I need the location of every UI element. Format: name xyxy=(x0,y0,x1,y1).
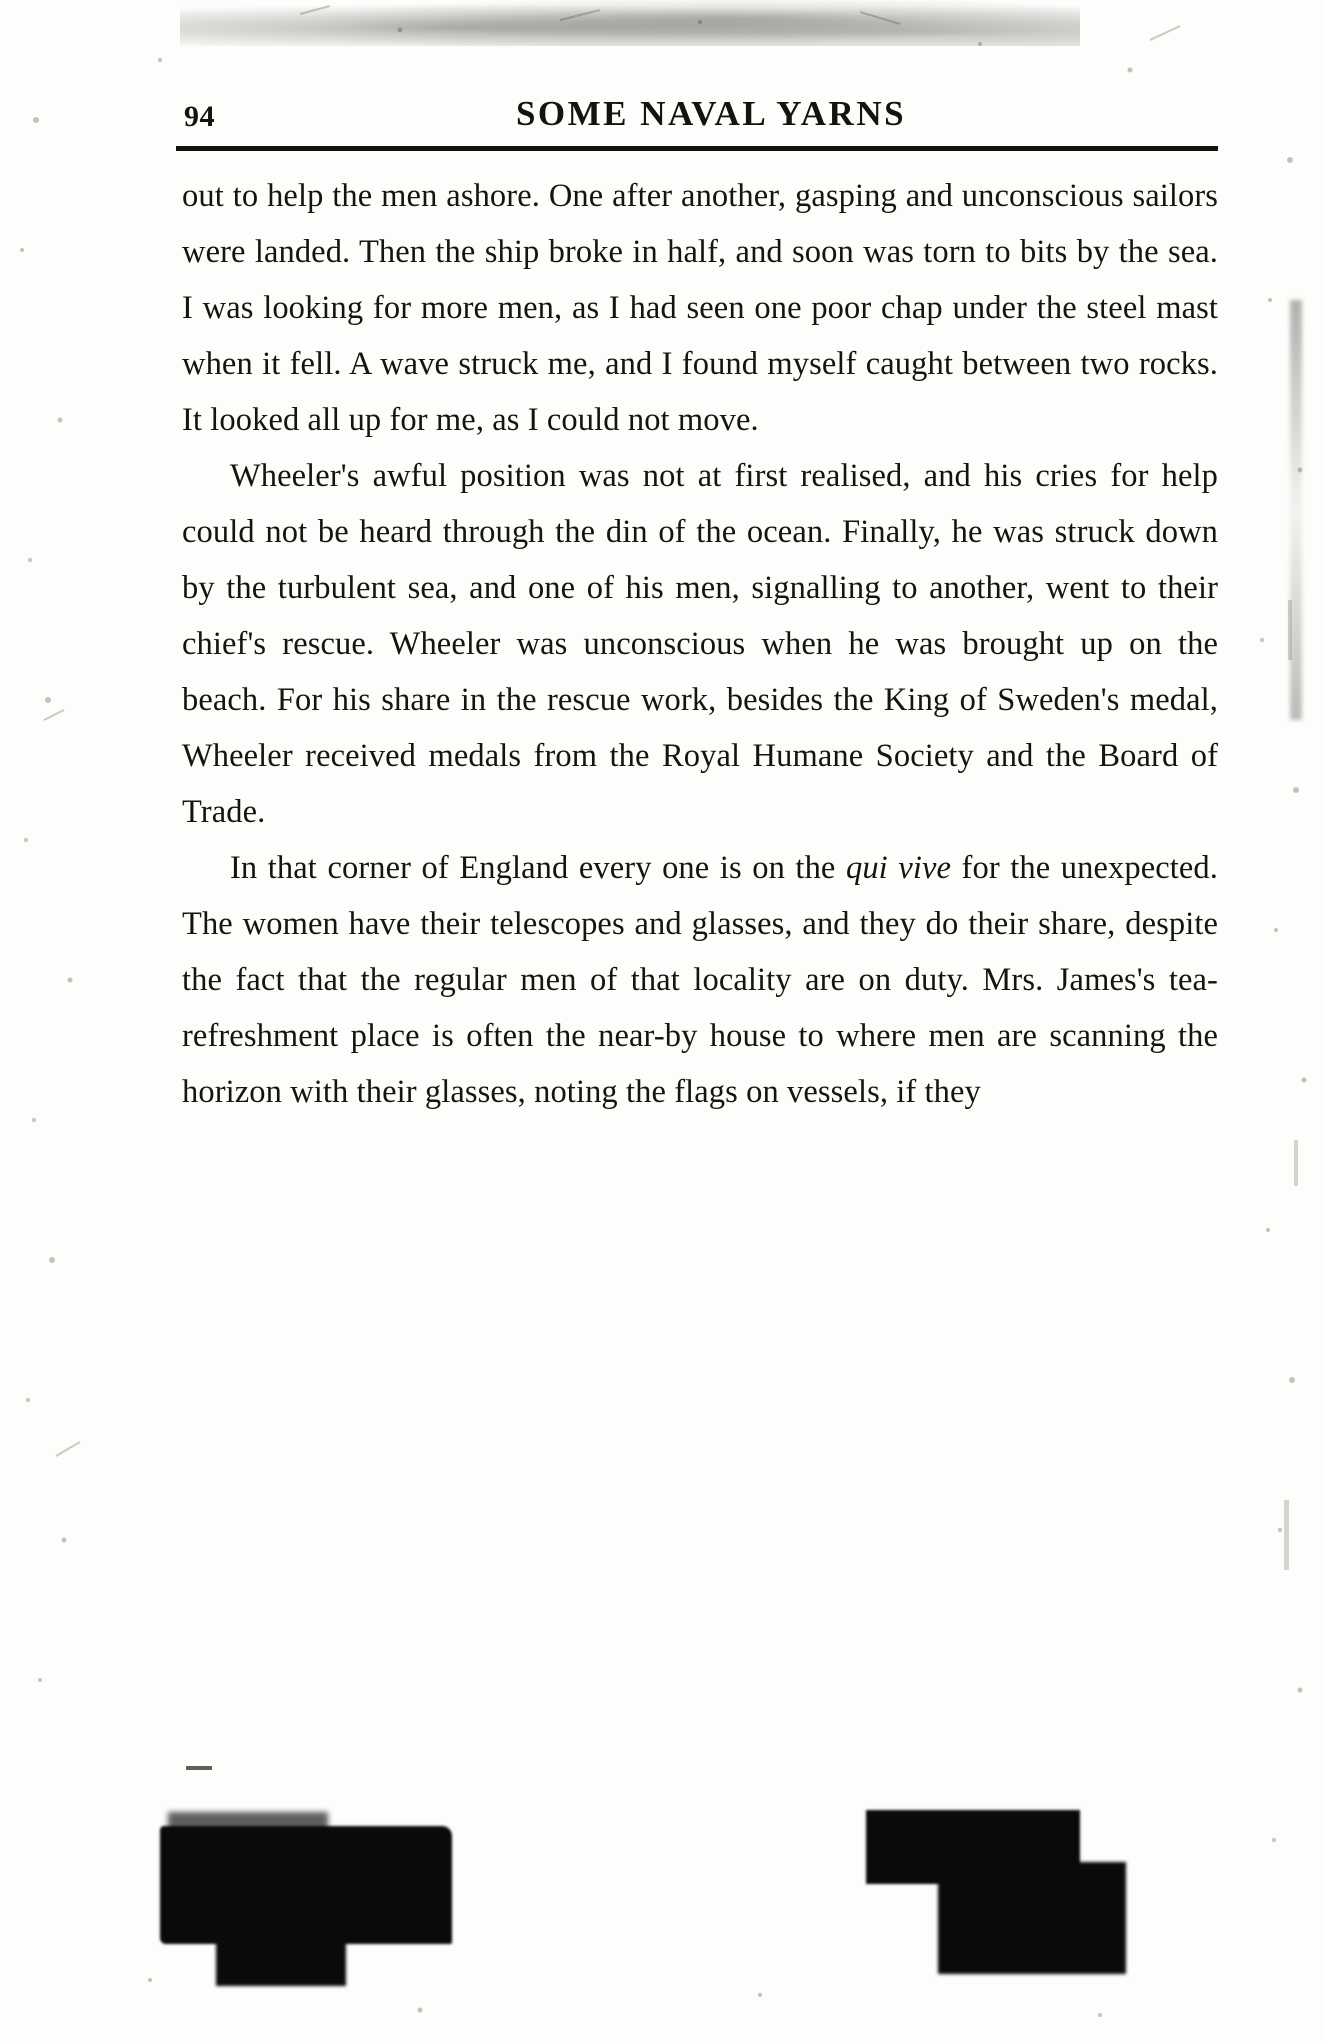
page-header xyxy=(182,92,1222,156)
paragraph: out to help the men ashore. One after another, gasping and unconscious sailors were landed. Then the ship broke in half, and soon was torn to bits by the sea. I was looking for more men, as I had seen one poor chap under the steel mast when it fell. A wave struck me, and I found myself caught between two rocks. It looked all up for me, as I could not move. xyxy=(182,178,1218,438)
header-rule xyxy=(176,146,1218,151)
scan-edge-streak-right xyxy=(1290,300,1302,720)
scan-artifact-left xyxy=(160,1826,452,1944)
paragraph-text-after-italic: for the unexpected. The women have their telescopes and glasses, and they do their share, despite the fact that the regular men of that locality are on duty. Mrs. James's tea-refreshment place is often the near-by house to where men are scanning the horizon with their glasses, noting the flags on vessels, if they xyxy=(182,850,1218,1110)
running-head-title: SOME NAVAL YARNS xyxy=(515,94,907,133)
body-text-column xyxy=(182,168,1218,1120)
italic-phrase: qui vive xyxy=(845,850,952,886)
scan-artifact-left-tail xyxy=(216,1908,346,1986)
scan-artifact-right xyxy=(866,1810,1080,1884)
page-number: 94 xyxy=(184,100,215,133)
paragraph: Wheeler's awful position was not at first realised, and his cries for help could not be heard through the din of the ocean. Finally, he was struck down by the turbulent sea, and one of his men, signalling to another, went to their chief's rescue. Wheeler was unconscious when he was brought up on the beach. For his share in the rescue work, besides the King of Sweden's medal, Wheeler received medals from the Royal Humane Society and the Board of Trade. xyxy=(182,458,1218,830)
page-content xyxy=(182,92,1222,1120)
scan-corner-mark xyxy=(186,1766,212,1770)
paragraph xyxy=(182,840,1218,1120)
paragraph-text-before-italic: In that corner of England every one is on the xyxy=(230,850,846,886)
scan-smudge-top xyxy=(180,0,1080,46)
scan-artifact-right-tail xyxy=(938,1862,1126,1974)
scan-artifact-smudge xyxy=(168,1812,328,1842)
